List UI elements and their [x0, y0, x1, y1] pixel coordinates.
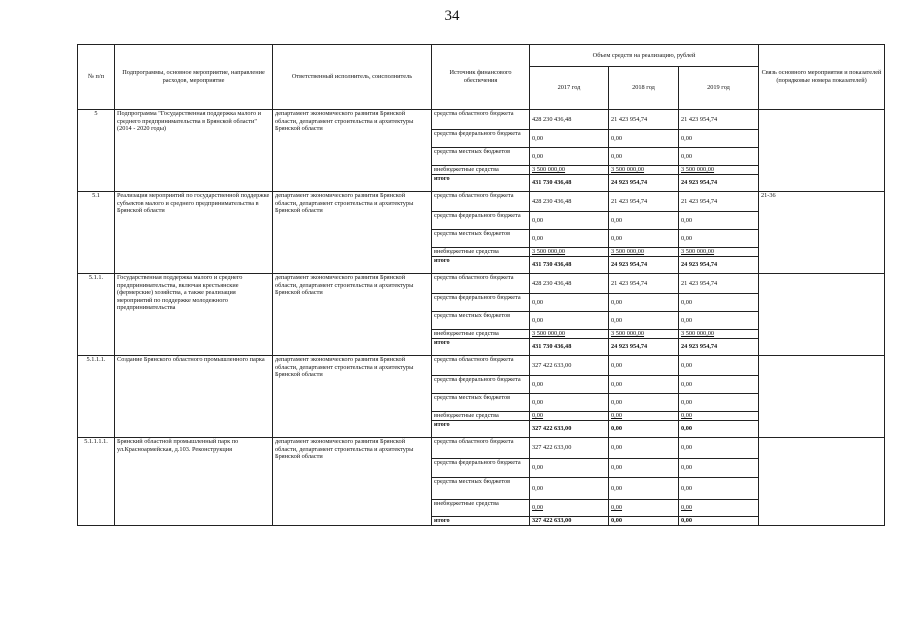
header-year-2017: 2017 год	[530, 67, 609, 110]
source-federal: средства федерального бюджета	[432, 212, 530, 230]
value-2018: 0,00	[609, 412, 679, 421]
source-total: итого	[432, 175, 530, 192]
value-2018: 3 500 000,00	[609, 166, 679, 175]
row-executor: департамент экономического развития Брянской области, департамент строительства и архитектуры Брянской области	[273, 274, 432, 356]
header-link: Связь основного мероприятия и показателей (порядковые номера показателей)	[759, 45, 885, 110]
value-2018: 0,00	[609, 394, 679, 412]
source-federal: средства федерального бюджета	[432, 294, 530, 312]
source-local: средства местных бюджетов	[432, 230, 530, 248]
value-2017: 327 422 633,00	[530, 356, 609, 376]
value-2018: 0,00	[609, 294, 679, 312]
source-federal: средства федерального бюджета	[432, 459, 530, 478]
row-indicator-link	[759, 110, 885, 192]
source-regional: средства областного бюджета	[432, 356, 530, 376]
value-2018: 0,00	[609, 230, 679, 248]
row-name: Реализация мероприятий по государственной поддержке субъектов малого и среднего предпринимательства в Брянской области	[115, 192, 273, 274]
value-2017: 0,00	[530, 376, 609, 394]
value-2017: 3 500 000,00	[530, 248, 609, 257]
value-2017: 431 730 436,48	[530, 339, 609, 356]
value-2018: 0,00	[609, 356, 679, 376]
table-row	[78, 274, 885, 294]
row-number: 5.1.1.	[78, 274, 115, 356]
header-volume: Объем средств на реализацию, рублей	[530, 45, 759, 67]
value-2017: 0,00	[530, 148, 609, 166]
value-2017: 0,00	[530, 212, 609, 230]
source-regional: средства областного бюджета	[432, 110, 530, 130]
page-number: 34	[444, 8, 460, 24]
row-indicator-link	[759, 438, 885, 526]
value-2018: 0,00	[609, 312, 679, 330]
value-2019: 0,00	[679, 294, 759, 312]
source-total: итого	[432, 339, 530, 356]
value-2018: 0,00	[609, 500, 679, 517]
header-num: № п/п	[78, 45, 115, 110]
value-2017: 3 500 000,00	[530, 166, 609, 175]
value-2017: 0,00	[530, 459, 609, 478]
value-2019: 21 423 954,74	[679, 274, 759, 294]
header-source: Источник финансового обеспечения	[432, 45, 530, 110]
value-2019: 0,00	[679, 356, 759, 376]
table-body	[78, 110, 885, 526]
row-number: 5.1	[78, 192, 115, 274]
value-2017: 431 730 436,48	[530, 175, 609, 192]
source-local: средства местных бюджетов	[432, 312, 530, 330]
row-name: Брянский областной промышленный парк по ул.Красноармейская, д.103. Реконструкция	[115, 438, 273, 526]
value-2018: 0,00	[609, 212, 679, 230]
value-2018: 3 500 000,00	[609, 248, 679, 257]
value-2018: 24 923 954,74	[609, 339, 679, 356]
value-2019: 21 423 954,74	[679, 110, 759, 130]
value-2017: 428 230 436,48	[530, 192, 609, 212]
value-2019: 0,00	[679, 148, 759, 166]
value-2019: 0,00	[679, 517, 759, 526]
table-row	[78, 110, 885, 130]
source-extra: внебюджетные средства	[432, 330, 530, 339]
source-extra: внебюджетные средства	[432, 166, 530, 175]
value-2017: 0,00	[530, 412, 609, 421]
source-local: средства местных бюджетов	[432, 148, 530, 166]
source-federal: средства федерального бюджета	[432, 376, 530, 394]
row-indicator-link	[759, 274, 885, 356]
value-2017: 3 500 000,00	[530, 330, 609, 339]
row-name: Создание Брянского областного промышленного парка	[115, 356, 273, 438]
value-2019: 0,00	[679, 478, 759, 500]
value-2018: 0,00	[609, 148, 679, 166]
value-2018: 0,00	[609, 459, 679, 478]
source-extra: внебюджетные средства	[432, 500, 530, 517]
source-regional: средства областного бюджета	[432, 192, 530, 212]
value-2018: 21 423 954,74	[609, 110, 679, 130]
value-2019: 21 423 954,74	[679, 192, 759, 212]
value-2019: 24 923 954,74	[679, 257, 759, 274]
value-2017: 0,00	[530, 478, 609, 500]
value-2019: 3 500 000,00	[679, 248, 759, 257]
row-number: 5	[78, 110, 115, 192]
value-2017: 327 422 633,00	[530, 517, 609, 526]
value-2019: 3 500 000,00	[679, 166, 759, 175]
value-2019: 0,00	[679, 130, 759, 148]
value-2019: 0,00	[679, 394, 759, 412]
value-2018: 0,00	[609, 478, 679, 500]
value-2019: 24 923 954,74	[679, 175, 759, 192]
source-extra: внебюджетные средства	[432, 248, 530, 257]
row-number: 5.1.1.1.	[78, 356, 115, 438]
value-2019: 0,00	[679, 230, 759, 248]
source-total: итого	[432, 421, 530, 438]
value-2017: 0,00	[530, 130, 609, 148]
table-row	[78, 438, 885, 459]
value-2019: 3 500 000,00	[679, 330, 759, 339]
value-2019: 0,00	[679, 376, 759, 394]
row-indicator-link: 21-36	[759, 192, 885, 274]
value-2019: 0,00	[679, 500, 759, 517]
row-indicator-link	[759, 356, 885, 438]
value-2017: 0,00	[530, 294, 609, 312]
value-2017: 327 422 633,00	[530, 421, 609, 438]
value-2018: 0,00	[609, 438, 679, 459]
table-row	[78, 192, 885, 212]
source-local: средства местных бюджетов	[432, 394, 530, 412]
row-executor: департамент экономического развития Брянской области, департамент строительства и архитектуры Брянской области	[273, 438, 432, 526]
value-2019: 0,00	[679, 412, 759, 421]
value-2019: 0,00	[679, 312, 759, 330]
value-2019: 0,00	[679, 438, 759, 459]
value-2017: 327 422 633,00	[530, 438, 609, 459]
value-2018: 0,00	[609, 517, 679, 526]
table-row	[78, 356, 885, 376]
row-executor: департамент экономического развития Брянской области, департамент строительства и архитектуры Брянской области	[273, 110, 432, 192]
value-2018: 0,00	[609, 130, 679, 148]
value-2017: 0,00	[530, 394, 609, 412]
header-name: Подпрограммы, основное мероприятие, направление расходов, мероприятие	[115, 45, 273, 110]
value-2018: 3 500 000,00	[609, 330, 679, 339]
value-2017: 431 730 436,48	[530, 257, 609, 274]
value-2017: 428 230 436,48	[530, 274, 609, 294]
source-regional: средства областного бюджета	[432, 438, 530, 459]
header-executor: Ответственный исполнитель, соисполнитель	[273, 45, 432, 110]
source-total: итого	[432, 517, 530, 526]
value-2018: 0,00	[609, 376, 679, 394]
value-2018: 24 923 954,74	[609, 175, 679, 192]
header-year-2018: 2018 год	[609, 67, 679, 110]
header-year-2019: 2019 год	[679, 67, 759, 110]
row-name: Подпрограмма "Государственная поддержка малого и среднего предпринимательства в Брянской области" (2014 - 2020 годы)	[115, 110, 273, 192]
source-extra: внебюджетные средства	[432, 412, 530, 421]
row-executor: департамент экономического развития Брянской области, департамент строительства и архитектуры Брянской области	[273, 192, 432, 274]
value-2018: 21 423 954,74	[609, 274, 679, 294]
value-2018: 24 923 954,74	[609, 257, 679, 274]
value-2019: 0,00	[679, 212, 759, 230]
value-2017: 428 230 436,48	[530, 110, 609, 130]
value-2019: 0,00	[679, 459, 759, 478]
row-executor: департамент экономического развития Брянской области, департамент строительства и архитектуры Брянской области	[273, 356, 432, 438]
budget-table	[77, 44, 885, 526]
source-federal: средства федерального бюджета	[432, 130, 530, 148]
value-2017: 0,00	[530, 230, 609, 248]
value-2017: 0,00	[530, 500, 609, 517]
source-regional: средства областного бюджета	[432, 274, 530, 294]
value-2018: 21 423 954,74	[609, 192, 679, 212]
source-local: средства местных бюджетов	[432, 478, 530, 500]
value-2018: 0,00	[609, 421, 679, 438]
value-2019: 0,00	[679, 421, 759, 438]
value-2017: 0,00	[530, 312, 609, 330]
row-number: 5.1.1.1.1.	[78, 438, 115, 526]
value-2019: 24 923 954,74	[679, 339, 759, 356]
source-total: итого	[432, 257, 530, 274]
row-name: Государственная поддержка малого и среднего предпринимательства, включая крестьянские (фермерские) хозяйства, а также реализация мероприятий по поддержке молодежного предпринимательства	[115, 274, 273, 356]
